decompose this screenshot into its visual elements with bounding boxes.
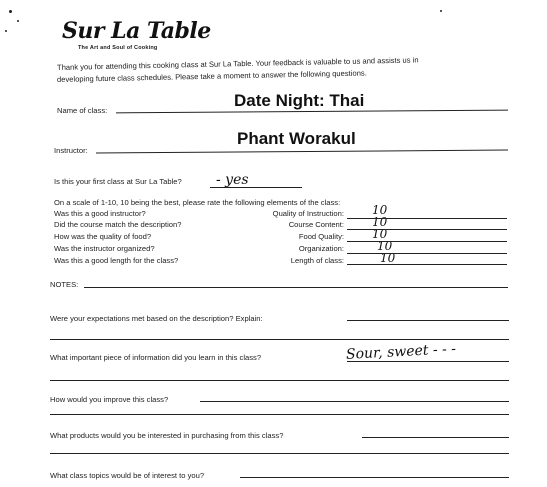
class-name-value[interactable]: Date Night: Thai xyxy=(234,91,365,110)
logo-tagline: The Art and Soul of Cooking xyxy=(78,45,158,51)
rating-instructions: On a scale of 1-10, 10 being the best, please rate the following elements of the class: xyxy=(54,198,341,207)
rating-label-quality: Quality of Instruction: xyxy=(272,209,344,218)
rating-label-organization: Organization: xyxy=(298,244,344,253)
rating-value-food[interactable]: 10 xyxy=(372,227,388,241)
rating-label-food: Food Quality: xyxy=(298,232,344,241)
scan-speck xyxy=(5,30,7,32)
first-class-answer[interactable]: - yes xyxy=(216,172,249,188)
sur-la-table-logo: Sur La Table xyxy=(62,18,211,44)
rating-label-length: Length of class: xyxy=(290,256,344,265)
scan-speck xyxy=(17,20,19,22)
rating-line-content xyxy=(347,229,507,230)
first-class-label: Is this your first class at Sur La Table? xyxy=(54,177,182,186)
rating-line-organization xyxy=(347,253,507,254)
class-name-line xyxy=(116,110,508,114)
expectations-question: Were your expectations met based on the description? Explain: xyxy=(50,314,263,323)
instructor-line xyxy=(96,150,508,154)
expectations-line-2 xyxy=(50,339,509,340)
instructor-label: Instructor: xyxy=(54,146,88,155)
rating-label-content: Course Content: xyxy=(288,220,344,229)
rating-line-quality xyxy=(347,218,507,219)
products-question: What products would you be interested in purchasing from this class? xyxy=(50,431,284,440)
improve-question: How would you improve this class? xyxy=(50,395,169,404)
notes-line xyxy=(84,287,508,288)
rating-value-quality[interactable]: 10 xyxy=(372,203,388,217)
products-line-1 xyxy=(362,437,509,438)
important-info-answer[interactable]: Sour, sweet - - - xyxy=(345,341,457,363)
intro-line-2: developing future class schedules. Please take a moment to answer the following questions. xyxy=(56,68,367,84)
rating-value-organization[interactable]: 10 xyxy=(377,239,393,253)
products-line-2 xyxy=(50,453,509,454)
topics-question: What class topics would be of interest to you? xyxy=(50,471,205,480)
improve-line-1 xyxy=(200,401,509,402)
important-info-line-2 xyxy=(50,380,509,381)
scan-speck xyxy=(9,10,12,13)
rating-question-3: How was the quality of food? xyxy=(54,232,152,241)
rating-line-length xyxy=(347,264,507,265)
notes-label: NOTES: xyxy=(50,280,79,289)
rating-line-food xyxy=(347,241,507,242)
rating-question-4: Was the instructor organized? xyxy=(54,244,155,253)
important-info-question: What important piece of information did you learn in this class? xyxy=(50,353,262,362)
rating-question-1: Was this a good instructor? xyxy=(54,209,146,218)
class-name-label: Name of class: xyxy=(57,106,108,115)
intro-line-1: Thank you for attending this cooking class at Sur La Table. Your feedback is valuable to us and assists us in xyxy=(56,55,419,72)
improve-line-2 xyxy=(50,414,509,415)
rating-value-length[interactable]: 10 xyxy=(380,251,396,265)
instructor-value[interactable]: Phant Worakul xyxy=(237,129,356,148)
rating-value-content[interactable]: 10 xyxy=(372,215,388,229)
rating-question-2: Did the course match the description? xyxy=(54,220,182,229)
expectations-line-1 xyxy=(347,320,509,321)
first-class-line xyxy=(210,187,302,188)
topics-line-1 xyxy=(240,477,509,478)
important-info-line-1 xyxy=(347,361,509,362)
scan-speck xyxy=(440,10,442,12)
rating-question-5: Was this a good length for the class? xyxy=(54,256,179,265)
